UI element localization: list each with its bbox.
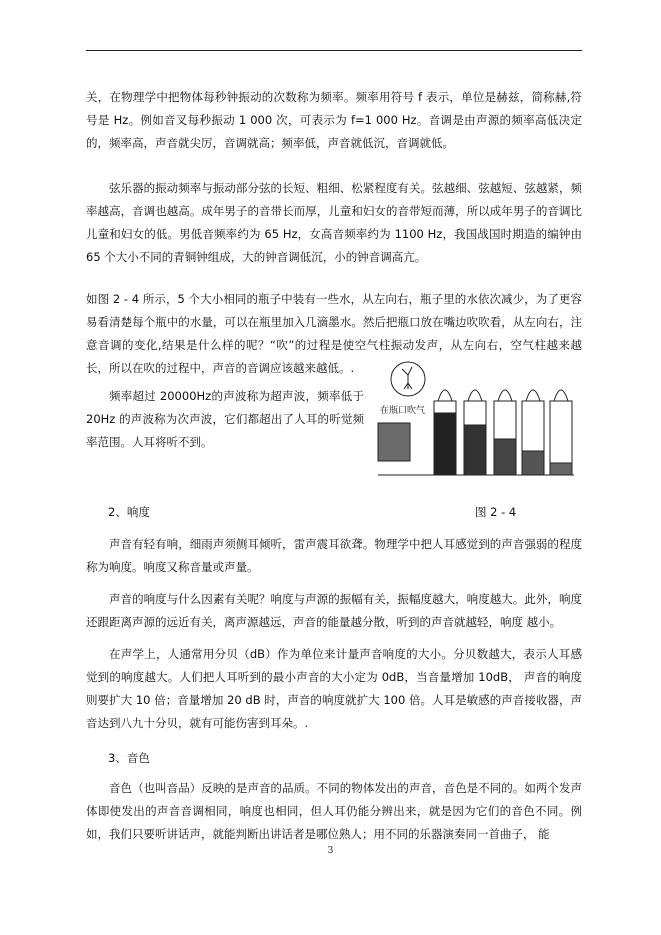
- paragraph-loudness-factors: 声音的响度与什么因素有关呢？响度与声源的振幅有关，振幅度越大，响度越大。此外，响度还跟距离声源的远近有关，离声源越远，声音的能量越分散，听到的声音就越轻，响度 越小。: [86, 592, 582, 629]
- figure-caption: 图 2 - 4: [475, 505, 517, 519]
- paragraph-loudness-definition: 声音有轻有响，细雨声须侧耳倾听，雷声震耳欲聋。物理学中把人耳感觉到的声音强弱的程度称为响度。响度又称音量或声量。: [86, 537, 582, 574]
- paragraph-frequency-definition: 关，在物理学中把物体每秒钟振动的次数称为频率。频率用符号 f 表示，单位是赫兹，简称赫,符号是 Hz。例如音叉每秒振动 1 000 次，可表示为 f=1 000 Hz。音调是由声源的频率高低决定的，频率高，声音就尖厉，音调就高；频率低，声音就低沉，音调就低。: [86, 90, 582, 150]
- heading-timbre: 3、音色: [108, 751, 150, 765]
- bottles-figure: [376, 359, 574, 479]
- bottle-4: [522, 390, 544, 475]
- paragraph-ultrasound: 频率超过 20000Hz的声波称为超声波，频率低于 20Hz 的声波称为次声波，它们都超出了人耳的听觉频率范围。人耳将听不到。: [86, 389, 364, 449]
- paragraph-timbre: 音色（也叫音品）反映的是声音的品质。不同的物体发出的声音，音色是不同的。如两个发声体即使发出的声音音调相同，响度也相同，但人耳仍能分辨出来，就是因为它们的音色不同。例如，我们只要听讲话声，就能判断出讲话者是哪位熟人；用不同的乐器演奏同一首曲子， 能: [86, 781, 582, 841]
- table-shape: [378, 423, 410, 461]
- heading-loudness: 2、响度: [108, 505, 150, 519]
- header-rule: [86, 50, 582, 51]
- bottle-1: [434, 390, 456, 475]
- bottle-2: [464, 390, 486, 475]
- page-number: 3: [327, 846, 334, 856]
- person-icon: [402, 367, 412, 389]
- figure-label: 在瓶口吹气: [380, 406, 426, 416]
- bottle-5: [550, 390, 572, 475]
- paragraph-string-instruments: 弦乐器的振动频率与振动部分弦的长短、粗细、松紧程度有关。弦越细、弦越短、弦越紧，频率越高，音调也越高。成年男子的音带长而厚，儿童和妇女的音带短而薄，所以成年男子的音调比儿童和妇女的低。男低音频率约为 65 Hz，女高音频率约为 1100 Hz，我国战国时期造的编钟由 65 个大小不同的青铜钟组成，大的钟音调低沉，小的钟音调高亢。: [86, 181, 582, 264]
- paragraph-decibels: 在声学上，人通常用分贝（dB）作为单位来计量声音响度的大小。分贝数越大，表示人耳感觉到的响度越大。人们把人耳听到的最小声音的大小定为 0dB，当音量增加 10dB， 声音的响度则要扩大 10 倍；音量增加 20 dB 时，声音的响度就扩大 100 倍。人耳是敏感的声音接收器，声音达到八九十分贝，就有可能伤害到耳朵。.: [86, 647, 582, 730]
- bottle-3: [494, 390, 516, 475]
- paragraph-bottle-experiment: 如图 2 - 4 所示，5 个大小相同的瓶子中装有一些水，从左向右，瓶子里的水依次减少，为了更容易看清楚每个瓶中的水量，可以在瓶里加入几滴墨水。然后把瓶口放在嘴边吹吹看，从左向右，注意音调的变化,结果是什么样的呢？“吹”的过程是使空气柱振动发声，从左向右，空气柱越来越长，所以在吹的过程中，声音的音调应该越来越低。.: [86, 292, 582, 375]
